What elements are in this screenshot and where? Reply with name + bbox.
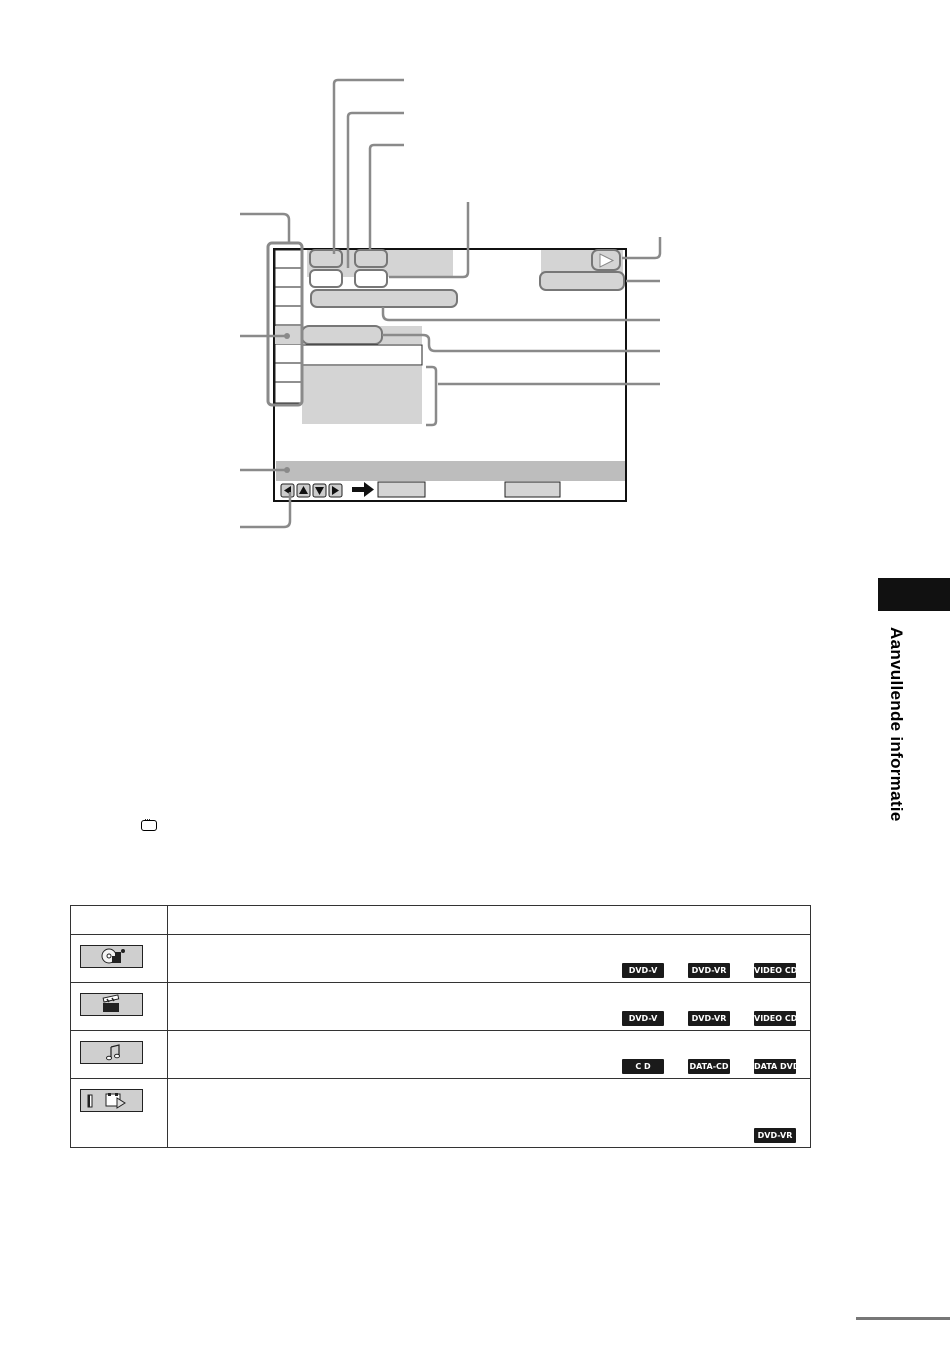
- header-cell-icon: [71, 906, 168, 935]
- disc-badges: [622, 1059, 800, 1074]
- badge: VIDEO CD: [754, 1011, 796, 1026]
- badge: DVD-V: [622, 1011, 664, 1026]
- section-tab-marker: [878, 578, 950, 611]
- header-cell-description: [168, 906, 811, 935]
- dvd-disc-icon: [80, 945, 143, 968]
- osd-return-button: [505, 482, 560, 497]
- badge: DVD-V: [622, 963, 664, 978]
- osd-options-list: [302, 366, 422, 424]
- osd-current-setting: [302, 345, 422, 365]
- control-menu-diagram: [0, 0, 950, 560]
- table-row: [71, 1031, 811, 1079]
- table-row: [71, 935, 811, 983]
- osd-disc-type-box: [540, 272, 624, 290]
- music-note-icon: [80, 1041, 143, 1064]
- badge: DATA DVD: [754, 1059, 796, 1074]
- badge: DVD-VR: [688, 963, 730, 978]
- original-playlist-icon: [80, 1089, 143, 1112]
- disc-badges: [622, 1011, 796, 1026]
- continued-rule: [856, 1317, 950, 1320]
- table-header-row: [71, 906, 811, 935]
- clapperboard-icon: [80, 993, 143, 1016]
- badge: DVD-VR: [688, 1011, 730, 1026]
- osd-help-bar: [276, 461, 625, 481]
- control-menu-icon-table: [70, 905, 811, 1148]
- section-tab-label: Aanvullende informatie: [887, 627, 906, 822]
- table-row: [71, 983, 811, 1031]
- osd-selected-name-box: [302, 326, 382, 344]
- badge: VIDEO CD: [754, 963, 796, 978]
- osd-index-box: [355, 270, 387, 287]
- disc-badges: [622, 963, 796, 978]
- osd-time-box: [311, 290, 457, 307]
- osd-enter-button: [378, 482, 425, 497]
- osd-title-box: [310, 250, 342, 267]
- badge: DVD-VR: [754, 1128, 796, 1143]
- osd-chapter-box: [355, 250, 387, 267]
- badge: C D: [622, 1059, 664, 1074]
- badge: DATA-CD: [688, 1059, 730, 1074]
- table-row: [71, 1079, 811, 1148]
- osd-track-box: [310, 270, 342, 287]
- disc-badges: [754, 1128, 796, 1143]
- display-button-icon: [141, 820, 157, 831]
